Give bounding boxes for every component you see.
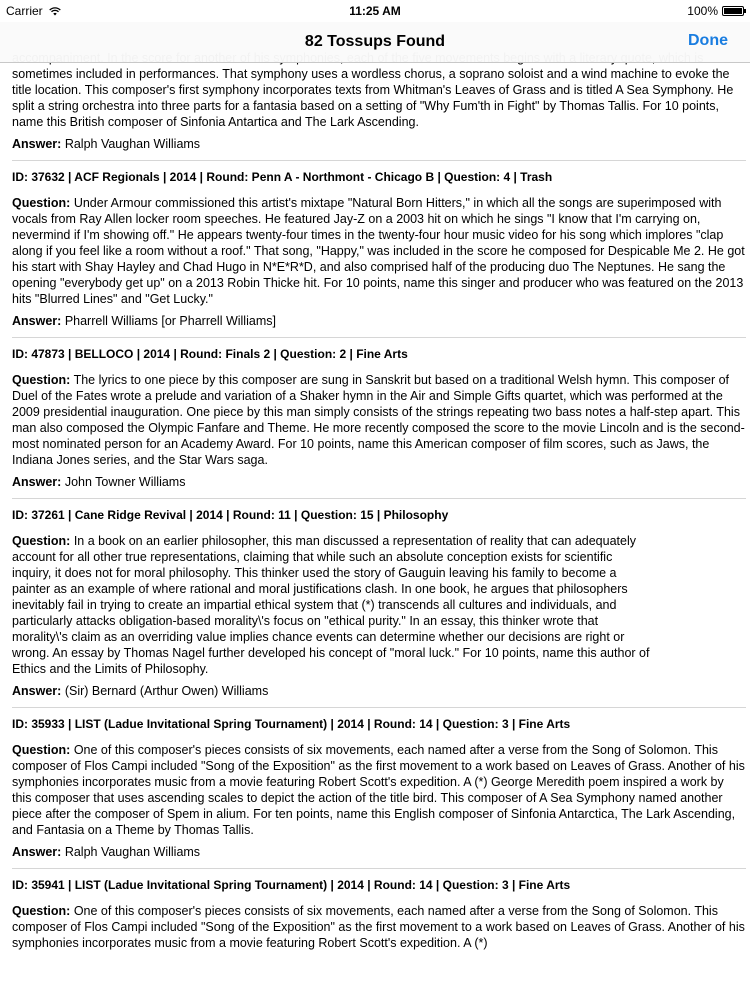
question-line: Question: In a book on an earlier philosopher, this man discussed a representation of reality that can adequately account for all other true representations, claiming that while such an absolute conception exists for scientific inquiry, it does not for moral philosophy. This thinker used the story of Gauguin leaving his family to become a painter as an example of where rational and moral justifications clash. In one book, he argues that philosophers inevitably fail in trying to create an impartial ethical system that (*) transcends all cultures and individuals, and particularly attacks obligation-based morality\'s focus on "ethical purity." In an essay, this thinker wrote that morality\'s claim as an overriding value implies chance events can determine whether our decisions are right or wrong. An essay by Thomas Nagel further developed his concept of "moral luck." For 10 points, name this author of Ethics and the Limits of Philosophy. — [12, 534, 650, 676]
navigation-bar — [0, 22, 750, 63]
results-list[interactable] — [0, 62, 750, 1000]
question-text: The lyrics to one piece by this composer are sung in Sanskrit but based on a traditional Welsh hymn. This composer of Duel of the Fates wrote a prelude and variation of a Shaker hymn in the Air and Simple Gifts quartet, which was performed at the 2009 presidential inauguration. One piece by this man simply consists of the strings repeating two bass notes a half-step apart. This man also composed the Olympic Fanfare and Theme. He more recently composed the score to the movie Lincoln and is the second-most nominated person for an Academy Award. For 10 points, name this American composer of film scores, such as Jaws, the Indiana Jones series, and the Star Wars saga. — [12, 373, 745, 467]
battery-status — [687, 4, 744, 18]
answer-line: Answer: Ralph Vaughan Williams — [12, 137, 201, 151]
answer-text: (Sir) Bernard (Arthur Owen) Williams — [64, 684, 269, 698]
answer-text: Ralph Vaughan Williams — [64, 845, 201, 859]
tossup-entry — [12, 169, 746, 338]
status-bar — [0, 0, 750, 22]
done-button[interactable]: Done — [688, 32, 728, 49]
answer-line: Answer: John Towner Williams — [12, 475, 186, 489]
tossup-entry — [12, 50, 746, 161]
tossup-metadata: ID: 37261 | Cane Ridge Revival | 2014 | Round: 11 | Question: 15 | Philosophy — [12, 508, 449, 522]
question-text: sometimes included in performances. That symphony uses a wordless chorus, a soprano soloist and a wind machine to evoke the title location. This composer's first symphony incorporates texts from Whitman's Leaves of Grass and is titled A Sea Symphony. He split a string orchestra into three parts for a fantasia based on a setting of "Why Fum'th in Fight" by Thomas Tallis. For 10 points, name this British composer of Sinfonia Antartica and The Lark Ascending. — [12, 67, 734, 129]
answer-text: Pharrell Williams [or Pharrell Williams] — [64, 314, 276, 328]
page-title: 82 Tossups Found — [304, 33, 446, 50]
question-text: One of this composer's pieces consists of six movements, each named after a verse from the Song of Solomon. This composer of Flos Campi included "Song of the Exposition" as the first movement to a work based on Leaves of Grass. Another of his symphonies incorporates music from a movie featuring Robert Scott's expedition. A (*) George Meredith poem inspired a work by this composer that uses ascending scales to depict the action of the title bird. This composer of A Sea Symphony named another piece after the composer of Spem in alium. For ten points, name this English composer of Sinfonia Antarctica, The Lark Ascending, and Fantasia on a Theme by Thomas Tallis. — [12, 743, 745, 837]
question-text: Under Armour commissioned this artist's mixtape "Natural Born Hitters," in which all the songs are superimposed with vocals from Ray Allen locker room speeches. He featured Jay-Z on a 2003 hit on which he sings "I know that I'm carrying on, nevermind if I'm showing off." He appears twenty-four times in the twenty-four hour music video for his song which implores "clap along if you feel like a room without a roof." That song, "Happy," was included in the score he composed for Despicable Me 2. He got his start with Shay Hayley and Chad Hugo in N*E*R*D, and also comprised half of the producing duo The Neptunes. He sang the opening "everybody get up" on a 2013 Robin Thicke hit. For 10 points, name this singer and producer who was featured on the 2013 hits "Blurred Lines" and "Get Lucky." — [12, 196, 745, 306]
question-line: Question: One of this composer's pieces consists of six movements, each named after a verse from the Song of Solomon. This composer of Flos Campi included "Song of the Exposition" as the first movement to a work based on Leaves of Grass. Another of his symphonies incorporates music from a movie featuring Robert Scott's expedition. A (*) George Meredith poem inspired a work by this composer that uses ascending scales to depict the action of the title bird. This composer of A Sea Symphony named another piece after the composer of Spem in alium. For ten points, name this English composer of Sinfonia Antarctica, The Lark Ascending, and Fantasia on a Theme by Thomas Tallis. — [12, 743, 745, 837]
tossup-metadata: ID: 37632 | ACF Regionals | 2014 | Round: Penn A - Northmont - Chicago B | Question: 4 | Trash — [12, 170, 553, 184]
tossup-entry — [12, 716, 746, 869]
question-line: Question: One of this composer's pieces consists of six movements, each named after a verse from the Song of Solomon. This composer of Flos Campi included "Song of the Exposition" as the first movement to a work based on Leaves of Grass. Another of his symphonies incorporates music from a movie featuring Robert Scott's expedition. A (*) — [12, 904, 745, 950]
tossup-metadata: ID: 35941 | LIST (Ladue Invitational Spring Tournament) | 2014 | Round: 14 | Question: 3 | Fine Arts — [12, 878, 571, 892]
clock: 11:25 AM — [349, 4, 401, 18]
question-text: In a book on an earlier philosopher, this man discussed a representation of reality that can adequately account for all other true representations, claiming that while such an absolute conception exists for scientific inquiry, it does not for moral philosophy. This thinker used the story of Gauguin leaving his family to become a painter as an example of where rational and moral justifications clash. In one book, he argues that philosophers inevitably fail in trying to create an impartial ethical system that (*) transcends all cultures and individuals, and particularly attacks obligation-based morality\'s focus on "ethical purity." In an essay, this thinker wrote that morality\'s claim as an overriding value implies chance events can determine whether our decisions are right or wrong. An essay by Thomas Nagel further developed his concept of "moral luck." For 10 points, name this author of Ethics and the Limits of Philosophy. — [12, 534, 650, 676]
tossup-entry — [12, 346, 746, 499]
tossup-entry — [12, 507, 746, 708]
question-line: Question: Under Armour commissioned this artist's mixtape "Natural Born Hitters," in which all the songs are superimposed with vocals from Ray Allen locker room speeches. He featured Jay-Z on a 2003 hit on which he sings "I know that I'm carrying on, nevermind if I'm showing off." He appears twenty-four times in the twenty-four hour music video for his song which implores "clap along if you feel like a room without a roof." That song, "Happy," was included in the score he composed for Despicable Me 2. He got his start with Shay Hayley and Chad Hugo in N*E*R*D, and also comprised half of the producing duo The Neptunes. He sang the opening "everybody get up" on a 2013 Robin Thicke hit. For 10 points, name this singer and producer who was featured on the 2013 hits "Blurred Lines" and "Get Lucky." — [12, 196, 745, 306]
answer-line: Answer: Ralph Vaughan Williams — [12, 845, 201, 859]
tossup-entry — [12, 877, 746, 965]
question-text: One of this composer's pieces consists of six movements, each named after a verse from the Song of Solomon. This composer of Flos Campi included "Song of the Exposition" as the first movement to a work based on Leaves of Grass. Another of his symphonies incorporates music from a movie featuring Robert Scott's expedition. A (*) — [12, 904, 745, 950]
tossup-metadata: ID: 35933 | LIST (Ladue Invitational Spring Tournament) | 2014 | Round: 14 | Question: 3 | Fine Arts — [12, 717, 571, 731]
battery-percent: 100% — [687, 4, 718, 18]
battery-icon — [722, 6, 744, 16]
answer-text: Ralph Vaughan Williams — [64, 137, 201, 151]
answer-line: Answer: (Sir) Bernard (Arthur Owen) Williams — [12, 684, 269, 698]
tossup-metadata: ID: 47873 | BELLOCO | 2014 | Round: Finals 2 | Question: 2 | Fine Arts — [12, 347, 408, 361]
question-line: Question: The lyrics to one piece by this composer are sung in Sanskrit but based on a traditional Welsh hymn. This composer of Duel of the Fates wrote a prelude and variation of a Shaker hymn in the Air and Simple Gifts quartet, which was performed at the 2009 presidential inauguration. One piece by this man simply consists of the strings repeating two bass notes a half-step apart. This man also composed the Olympic Fanfare and Theme. He more recently composed the score to the movie Lincoln and is the second-most nominated person for an Academy Award. For 10 points, name this American composer of film scores, such as Jaws, the Indiana Jones series, and the Star Wars saga. — [12, 373, 745, 467]
answer-line: Answer: Pharrell Williams [or Pharrell Williams] — [12, 314, 276, 328]
carrier-label: Carrier — [6, 4, 61, 18]
answer-text: John Towner Williams — [64, 475, 186, 489]
